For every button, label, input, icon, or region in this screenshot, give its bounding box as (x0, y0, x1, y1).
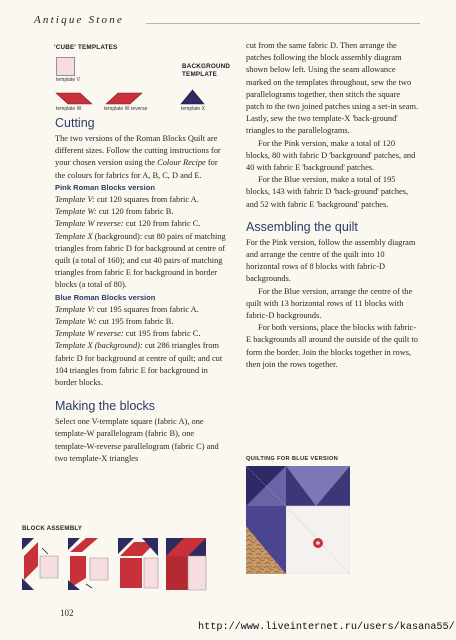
pink-template-w: Template W: cut 120 from fabric B. (55, 207, 174, 217)
making-continued-2: For the Pink version, make a total of 120 blocks, 80 with fabric D 'background' patches, and 40 with fabric E 'background' patches. (246, 138, 416, 173)
blue-template-w: Template W: cut 195 from fabric B. (55, 317, 174, 327)
assembling-3: For both versions, place the blocks with fabric-E backgrounds all around the outside of the quilt to form the border. Join the blocks together in rows, then join the rows together. (246, 323, 418, 369)
assembling-2: For the Blue version, arrange the centre of the quilt with 13 horizontal rows of 11 blocks with fabric-D backgrounds. (246, 286, 413, 321)
page-number: 102 (60, 608, 74, 618)
template-x-label: template X (181, 106, 205, 112)
cube-templates-title: 'CUBE' TEMPLATES (54, 44, 118, 51)
making-continued-1: cut from the same fabric D. Then arrange the patches following the block assembly diagram shown below left. Using the seam allowance marked on the templates throughout, sew the two parallelograms together, then stitch the square patch to the two joined patches using a set-in seam. Lastly, sew the two template-X 'back-ground' triangles to the parallelograms. (246, 41, 419, 136)
blue-template-x: Template X (background): cut 286 triangles from fabric D for background at centre of quilt; and cut 104 triangles from fabric E for background in border blocks. (55, 341, 223, 388)
left-column (55, 116, 227, 465)
making-heading: Making the blocks (55, 399, 156, 414)
right-column (246, 40, 420, 371)
blue-template-v: Template V: cut 195 squares from fabric A. (55, 304, 199, 314)
template-w-reverse-label: template W reverse (104, 106, 148, 112)
template-w-reverse-swatch (104, 92, 152, 106)
pink-version-heading: Pink Roman Blocks version (55, 182, 156, 192)
background-template-title-line2: TEMPLATE (182, 71, 218, 78)
making-text: Select one V-template square (fabric A), one template-W parallelogram (fabric B), one template-W-reverse parallelogram (fabric C) and two template-X triangles (55, 417, 219, 463)
cutting-heading: Cutting (55, 116, 95, 130)
template-w-swatch (54, 92, 102, 106)
template-w-label: template W (56, 106, 82, 112)
assembly-step-3 (118, 538, 158, 588)
blue-version-heading: Blue Roman Blocks version (55, 292, 156, 302)
quilting-diagram (246, 466, 350, 574)
blue-template-w-reverse: Template W reverse: cut 195 from fabric C. (55, 329, 201, 339)
template-v-label: template V (56, 77, 80, 83)
template-x-swatch (180, 88, 206, 106)
pink-template-x: Template X (background): cut 80 pairs of matching triangles from fabric D for background at centre of quilt (a total of 160); and cut 40 pairs of matching triangles from fabric E for background in border blocks (a total of 80). (55, 231, 226, 290)
assembly-step-4 (166, 538, 206, 590)
assembling-heading: Assembling the quilt (246, 219, 358, 234)
block-assembly-diagram (20, 536, 208, 594)
running-title: Antique Stone (34, 14, 125, 26)
template-v-swatch (56, 57, 75, 76)
block-assembly-title: BLOCK ASSEMBLY (22, 525, 83, 532)
quilting-diagram-title: QUILTING FOR BLUE VERSION (246, 456, 339, 462)
source-watermark: http://www.liveinternet.ru/users/kasana55/ (198, 622, 455, 633)
header-rule (146, 23, 420, 24)
cutting-intro: The two versions of the Roman Blocks Quilt are different sizes. Follow the cutting instructions for your chosen version using the Colour Recipe for the colours for fabrics for A, B, C, D and E. (55, 134, 221, 180)
making-continued-3: For the Blue version, make a total of 195 blocks, 143 with fabric D 'back-ground' patches, and 52 with fabric E 'background' patches. (246, 175, 409, 209)
assembly-step-2 (68, 538, 108, 590)
assembly-step-1 (22, 538, 58, 590)
background-template-title-line1: BACKGROUND (182, 63, 231, 70)
assembling-1: For the Pink version, follow the assembly diagram and arrange the centre of the quilt into 10 horizontal rows of 8 blocks with fabric-D backgrounds. (246, 237, 416, 284)
pink-template-w-reverse: Template W reverse: cut 120 from fabric C. (55, 219, 201, 229)
pink-template-v: Template V: cut 120 squares from fabric A. (55, 195, 199, 205)
